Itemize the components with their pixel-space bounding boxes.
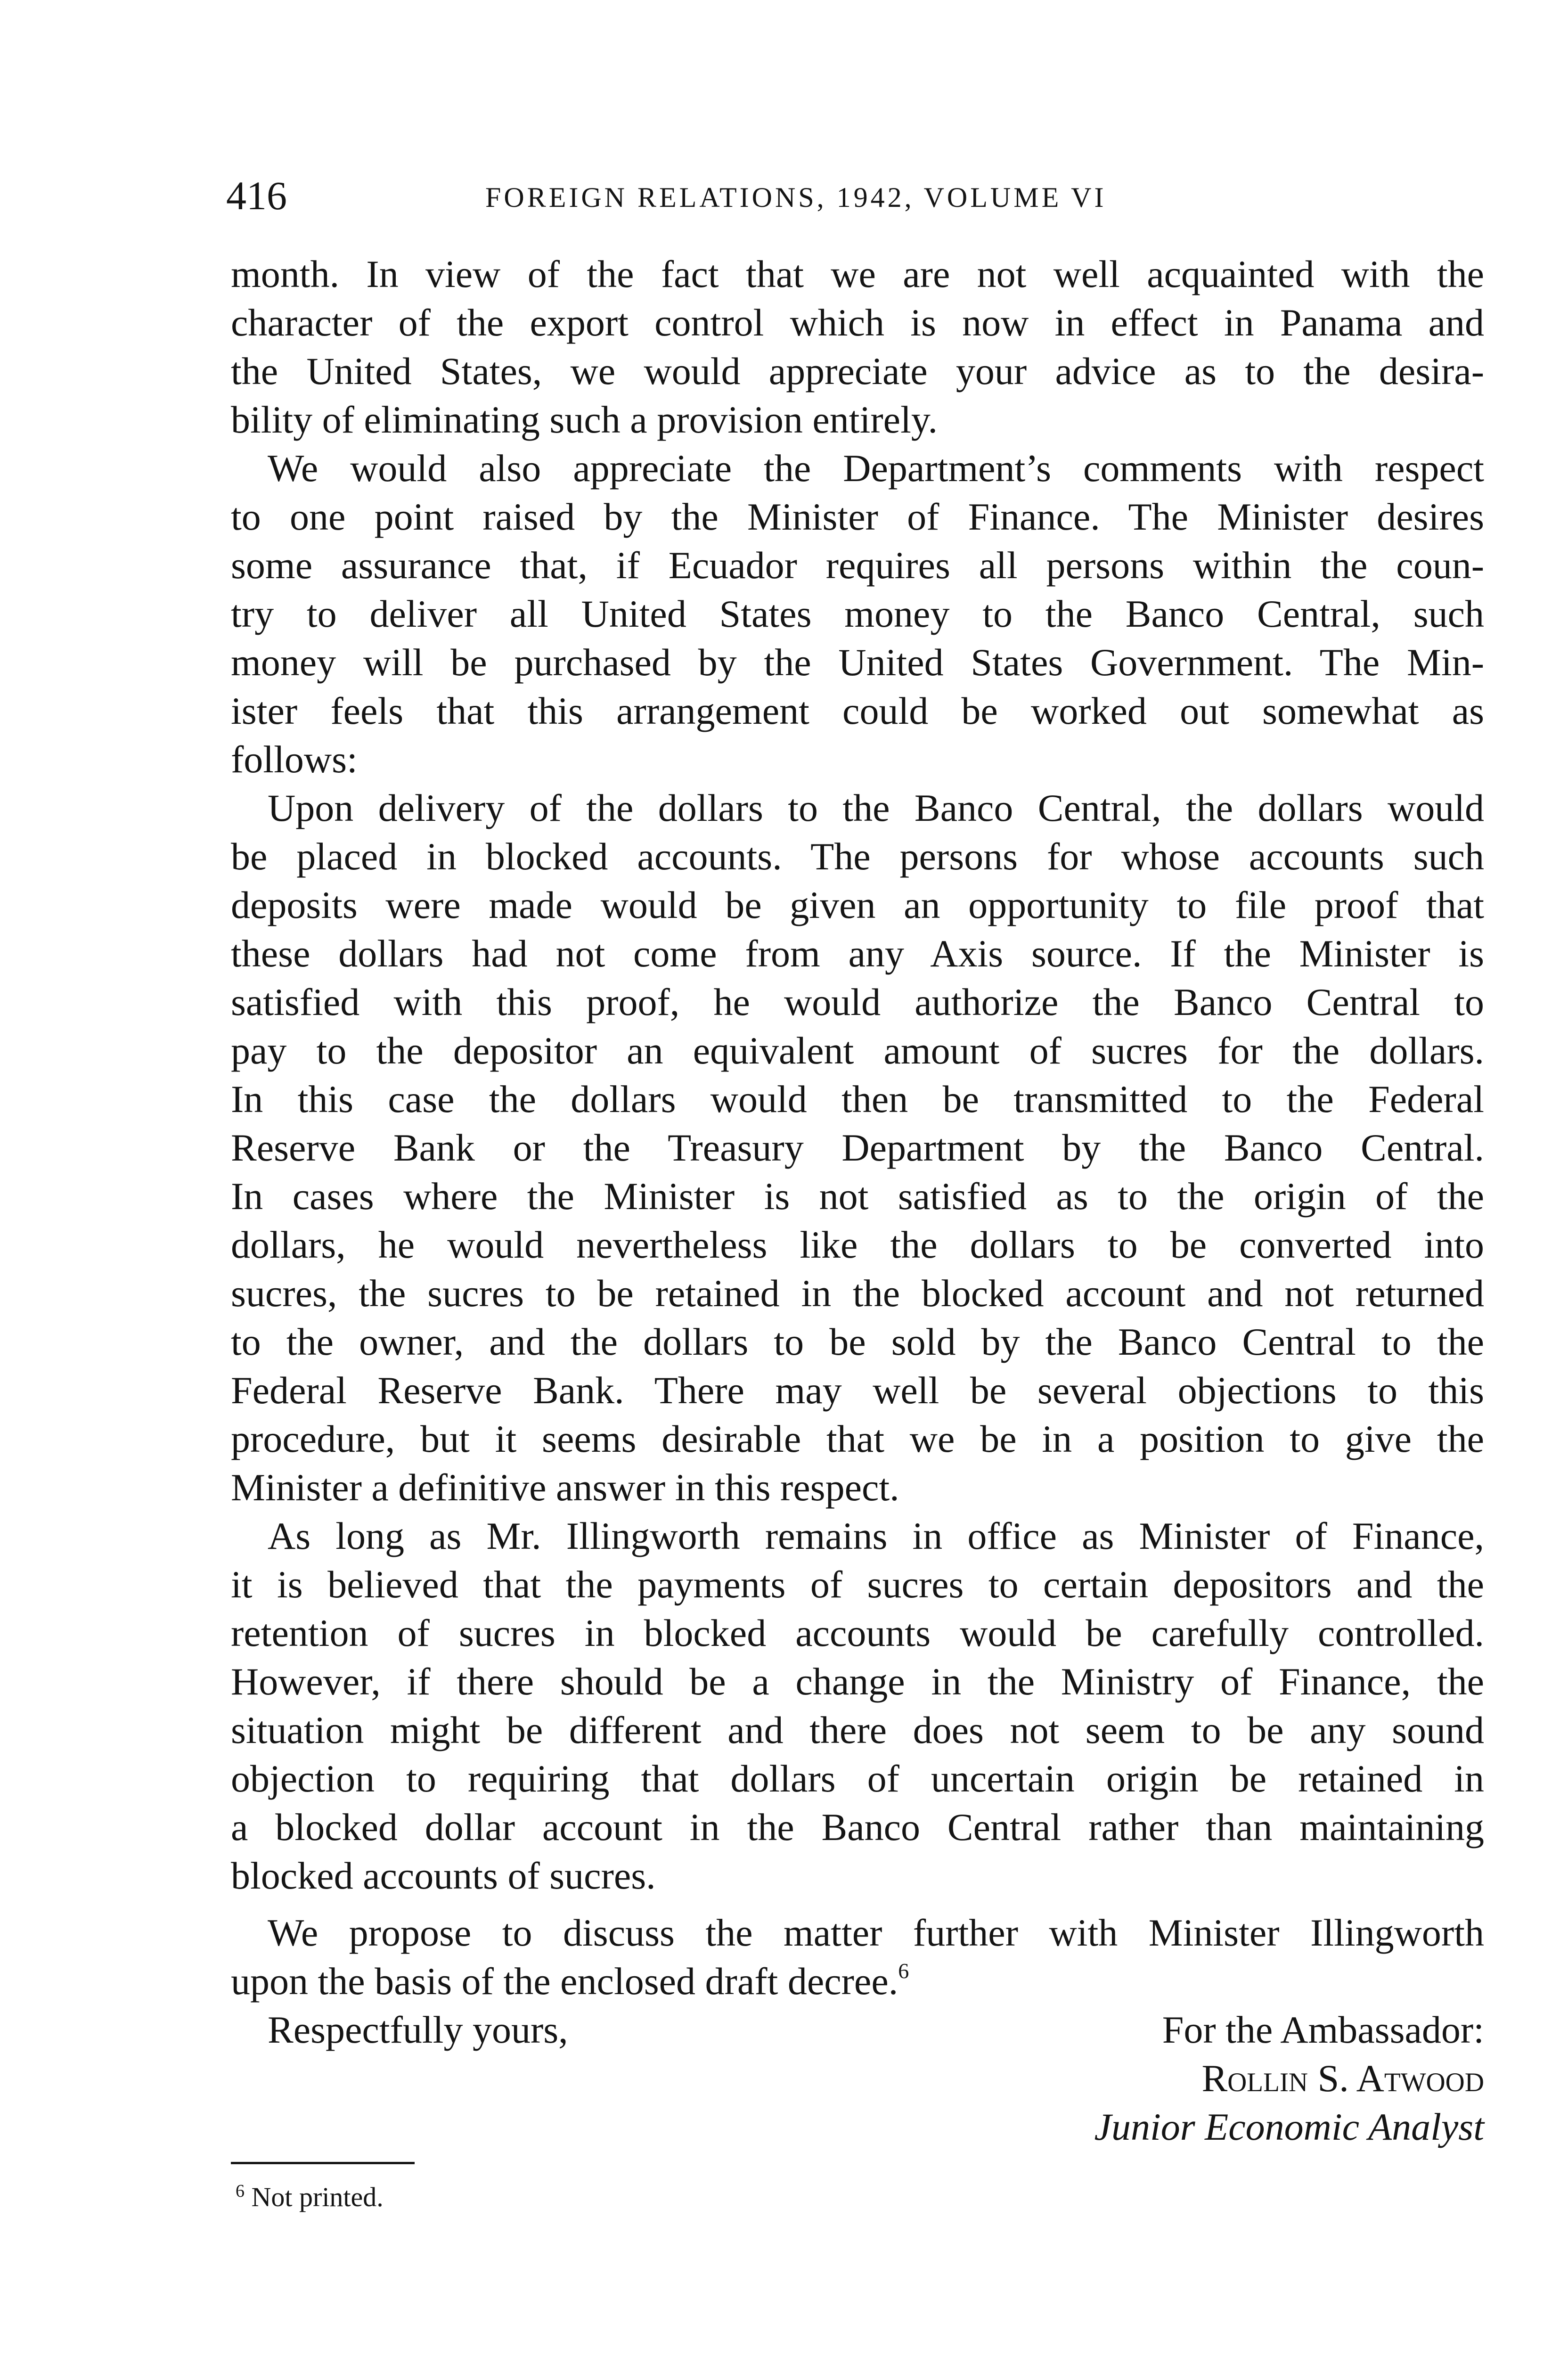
text-line-content: upon the basis of the enclosed draft decree. xyxy=(231,1960,898,2003)
text-line: be placed in blocked accounts. The persons for whose accounts such xyxy=(231,835,1484,878)
paragraph xyxy=(231,250,1484,444)
text-line: the United States, we would appreciate your advice as to the desira- xyxy=(231,350,1484,393)
paragraph xyxy=(231,784,1484,1512)
text-line: Minister a definitive answer in this respect. xyxy=(231,1466,899,1509)
footnote-reference: 6 xyxy=(898,1959,909,1983)
text-line: sucres, the sucres to be retained in the blocked account and not returned xyxy=(231,1272,1484,1315)
text-line: money will be purchased by the United States Government. The Min- xyxy=(231,641,1484,684)
text-line: retention of sucres in blocked accounts would be carefully controlled. xyxy=(231,1612,1484,1654)
signer-title: Junior Economic Analyst xyxy=(1094,2105,1484,2148)
text-line: it is believed that the payments of sucres to certain depositors and the xyxy=(231,1563,1484,1606)
text-line: procedure, but it seems desirable that we be in a position to give the xyxy=(231,1417,1484,1460)
text-line: ister feels that this arrangement could be worked out somewhat as xyxy=(231,689,1484,732)
text-line: these dollars had not come from any Axis source. If the Minister is xyxy=(231,932,1484,975)
text-line: blocked accounts of sucres. xyxy=(231,1854,656,1897)
text-line: Reserve Bank or the Treasury Department by the Banco Central. xyxy=(231,1126,1484,1169)
text-line: follows: xyxy=(231,738,358,781)
footnote-marker: 6 xyxy=(236,2181,245,2201)
text-line: Upon delivery of the dollars to the Banco Central, the dollars would xyxy=(268,786,1484,829)
text-line: However, if there should be a change in the Ministry of Finance, the xyxy=(231,1660,1484,1703)
footnote xyxy=(236,2176,384,2218)
text-line: We propose to discuss the matter further with Minister Illingworth xyxy=(268,1911,1484,1954)
page-header xyxy=(226,170,1483,221)
text-line: We would also appreciate the Department’s comments with respect xyxy=(268,447,1484,490)
text-line: As long as Mr. Illingworth remains in office as Minister of Finance, xyxy=(268,1514,1484,1557)
text-line: character of the export control which is now in effect in Panama and xyxy=(231,301,1484,344)
text-line: dollars, he would nevertheless like the dollars to be converted into xyxy=(231,1223,1484,1266)
text-line: situation might be different and there does not seem to be any sound xyxy=(231,1709,1484,1751)
text-line: In cases where the Minister is not satisfied as to the origin of the xyxy=(231,1175,1484,1218)
text-line: month. In view of the fact that we are not well acquainted with the xyxy=(231,253,1484,295)
text-line: some assurance that, if Ecuador requires all persons within the coun- xyxy=(231,544,1484,587)
salutation: Respectfully yours, xyxy=(268,2008,568,2051)
paragraph xyxy=(231,1908,1484,2005)
signer-name: Rollin S. Atwood xyxy=(1201,2057,1484,2100)
text-line: satisfied with this proof, he would authorize the Banco Central to xyxy=(231,981,1484,1023)
paragraph xyxy=(231,444,1484,784)
paragraph xyxy=(231,1512,1484,1900)
text-line: bility of eliminating such a provision entirely. xyxy=(231,398,938,441)
text-line: objection to requiring that dollars of uncertain origin be retained in xyxy=(231,1757,1484,1800)
for-the-ambassador: For the Ambassador: xyxy=(1162,2008,1484,2051)
page-number: 416 xyxy=(226,173,287,218)
text-line xyxy=(231,1957,1484,2005)
text-line: Federal Reserve Bank. There may well be several objections to this xyxy=(231,1369,1484,1412)
text-line: a blocked dollar account in the Banco Central rather than maintaining xyxy=(231,1806,1484,1849)
text-line: In this case the dollars would then be transmitted to the Federal xyxy=(231,1078,1484,1121)
text-line: to one point raised by the Minister of Finance. The Minister desires xyxy=(231,495,1484,538)
footnote-divider xyxy=(231,2162,415,2164)
running-head: FOREIGN RELATIONS, 1942, VOLUME VI xyxy=(485,182,1107,213)
text-line: try to deliver all United States money to the Banco Central, such xyxy=(231,592,1484,635)
text-line: to the owner, and the dollars to be sold by the Banco Central to the xyxy=(231,1320,1484,1363)
text-line: deposits were made would be given an opportunity to file proof that xyxy=(231,884,1484,926)
text-line: pay to the depositor an equivalent amount of sucres for the dollars. xyxy=(231,1029,1484,1072)
closing-line xyxy=(231,2005,1484,2054)
footnote-text: Not printed. xyxy=(251,2182,384,2212)
